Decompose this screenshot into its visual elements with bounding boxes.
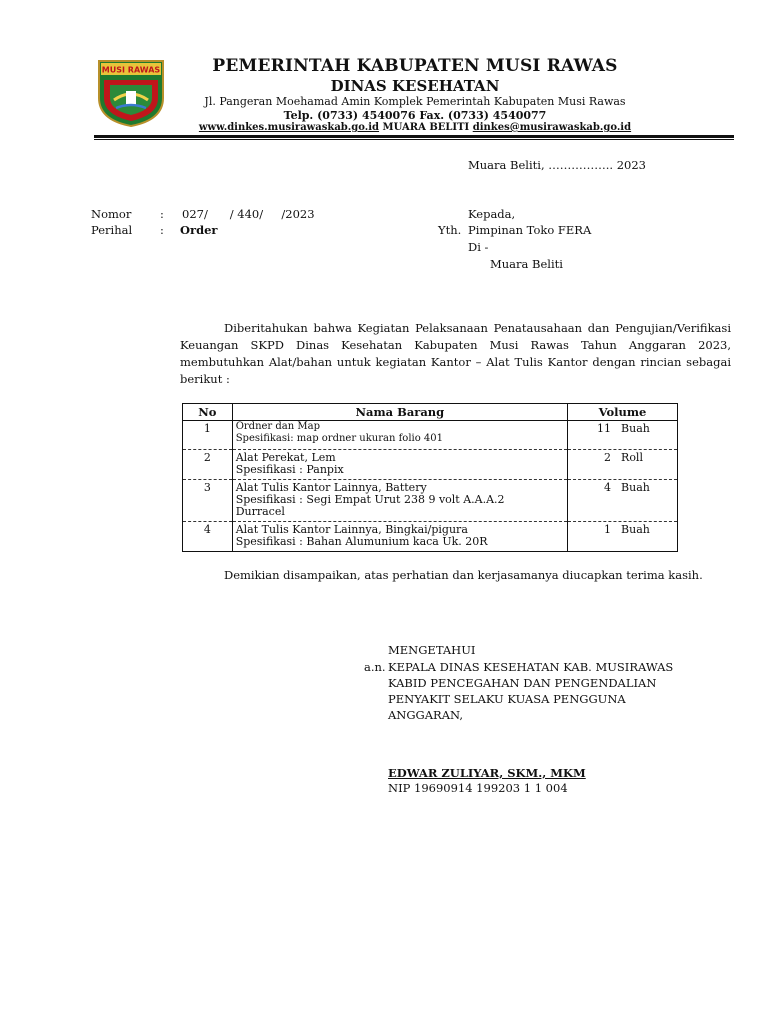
perihal-value: Order — [180, 223, 218, 237]
recipient-kepada: Kepada, — [468, 207, 516, 221]
row-item — [232, 450, 567, 480]
item-name: Ordner dan Map — [235, 421, 320, 432]
item-qty: 1 — [604, 523, 612, 536]
letterhead-rule-thin — [94, 139, 734, 140]
signatory-name: EDWAR ZULIYAR, SKM., MKM — [388, 766, 586, 780]
item-unit: Roll — [621, 451, 643, 464]
item-unit: Buah — [621, 523, 650, 536]
item-spec: Spesifikasi : Panpix — [235, 463, 344, 476]
row-volume — [568, 522, 678, 552]
row-volume — [568, 421, 678, 450]
recipient-name: Pimpinan Toko FERA — [468, 223, 592, 237]
signatory-nip: NIP 19690914 199203 1 1 004 — [388, 781, 568, 795]
email-link[interactable]: dinkes@musirawaskab.go.id — [472, 122, 632, 133]
recipient-di: Di - — [468, 240, 489, 254]
nomor-value: 027/ / 440/ /2023 — [182, 207, 315, 221]
row-volume — [568, 480, 678, 522]
item-name: Alat Perekat, Lem — [235, 451, 336, 464]
item-unit: Buah — [621, 481, 650, 494]
letterhead-contact — [180, 122, 650, 133]
letterhead-address: Jl. Pangeran Moehamad Amin Komplek Pemerintah Kabupaten Musi Rawas — [204, 95, 626, 108]
row-item — [232, 522, 567, 552]
table-row — [183, 522, 678, 552]
table-row — [183, 421, 678, 450]
table-row — [183, 480, 678, 522]
signature-an: a.n. — [364, 660, 386, 674]
perihal-colon: : — [160, 223, 164, 237]
item-spec: Spesifikasi : Bahan Alumunium kaca Uk. 20R — [235, 535, 488, 548]
recipient-yth: Yth. — [438, 223, 462, 237]
item-spec: Spesifikasi: map ordner ukuran folio 401 — [235, 433, 444, 444]
website-link[interactable]: www.dinkes.musirawaskab.go.id — [198, 122, 380, 133]
city-label: MUARA BELITI — [382, 122, 470, 133]
item-unit: Buah — [621, 422, 650, 435]
item-qty: 11 — [597, 422, 612, 435]
item-qty: 2 — [604, 451, 612, 464]
item-name: Alat Tulis Kantor Lainnya, Battery — [235, 481, 427, 494]
header-no: No — [183, 404, 233, 421]
row-no: 3 — [183, 480, 233, 522]
letterhead-title: PEMERINTAH KABUPATEN MUSI RAWAS — [212, 56, 618, 76]
table-header-row — [183, 404, 678, 421]
row-item — [232, 480, 567, 522]
musi-rawas-logo — [96, 58, 166, 128]
signature-line3: PENYAKIT SELAKU KUASA PENGGUNA — [388, 692, 626, 706]
signature-line2: KABID PENCEGAHAN DAN PENGENDALIAN — [388, 676, 657, 690]
nomor-colon: : — [160, 207, 164, 221]
row-volume — [568, 450, 678, 480]
items-table — [182, 403, 678, 552]
row-item — [232, 421, 567, 450]
item-name: Alat Tulis Kantor Lainnya, Bingkai/pigura — [235, 523, 468, 536]
signature-mengetahui: MENGETAHUI — [388, 643, 476, 657]
header-volume: Volume — [568, 404, 678, 421]
signature-line4: ANGGARAN, — [388, 708, 463, 722]
item-qty: 4 — [604, 481, 612, 494]
row-no: 2 — [183, 450, 233, 480]
perihal-label: Perihal — [91, 223, 133, 237]
recipient-place: Muara Beliti — [490, 257, 563, 271]
closing-paragraph: Demikian disampaikan, atas perhatian dan kerjasamanya diucapkan terima kasih. — [224, 568, 703, 582]
date-line: Muara Beliti, …………….. 2023 — [468, 158, 647, 172]
letterhead-subtitle: DINAS KESEHATAN — [330, 77, 500, 95]
letterhead-phone: Telp. (0733) 4540076 Fax. (0733) 4540077 — [283, 109, 547, 122]
item-spec: Spesifikasi : Segi Empat Urut 238 9 volt A.A.A.2 Durracel — [235, 493, 505, 518]
header-nama-barang: Nama Barang — [232, 404, 567, 421]
svg-text:MUSI RAWAS: MUSI RAWAS — [101, 65, 161, 75]
row-no: 4 — [183, 522, 233, 552]
letterhead-rule-thick — [94, 135, 734, 138]
signature-line1: KEPALA DINAS KESEHATAN KAB. MUSIRAWAS — [388, 660, 674, 674]
nomor-label: Nomor — [91, 207, 132, 221]
body-paragraph: Diberitahukan bahwa Kegiatan Pelaksanaan Penatausahaan dan Pengujian/Verifikasi Keuangan SKPD Dinas Kesehatan Kabupaten Musi Rawas Tahun Anggaran 2023, membutuhkan Alat/bahan untuk kegiatan Kantor – Alat Tulis Kantor dengan rincian sebagai berikut : — [180, 321, 731, 386]
table-row — [183, 450, 678, 480]
row-no: 1 — [183, 421, 233, 450]
